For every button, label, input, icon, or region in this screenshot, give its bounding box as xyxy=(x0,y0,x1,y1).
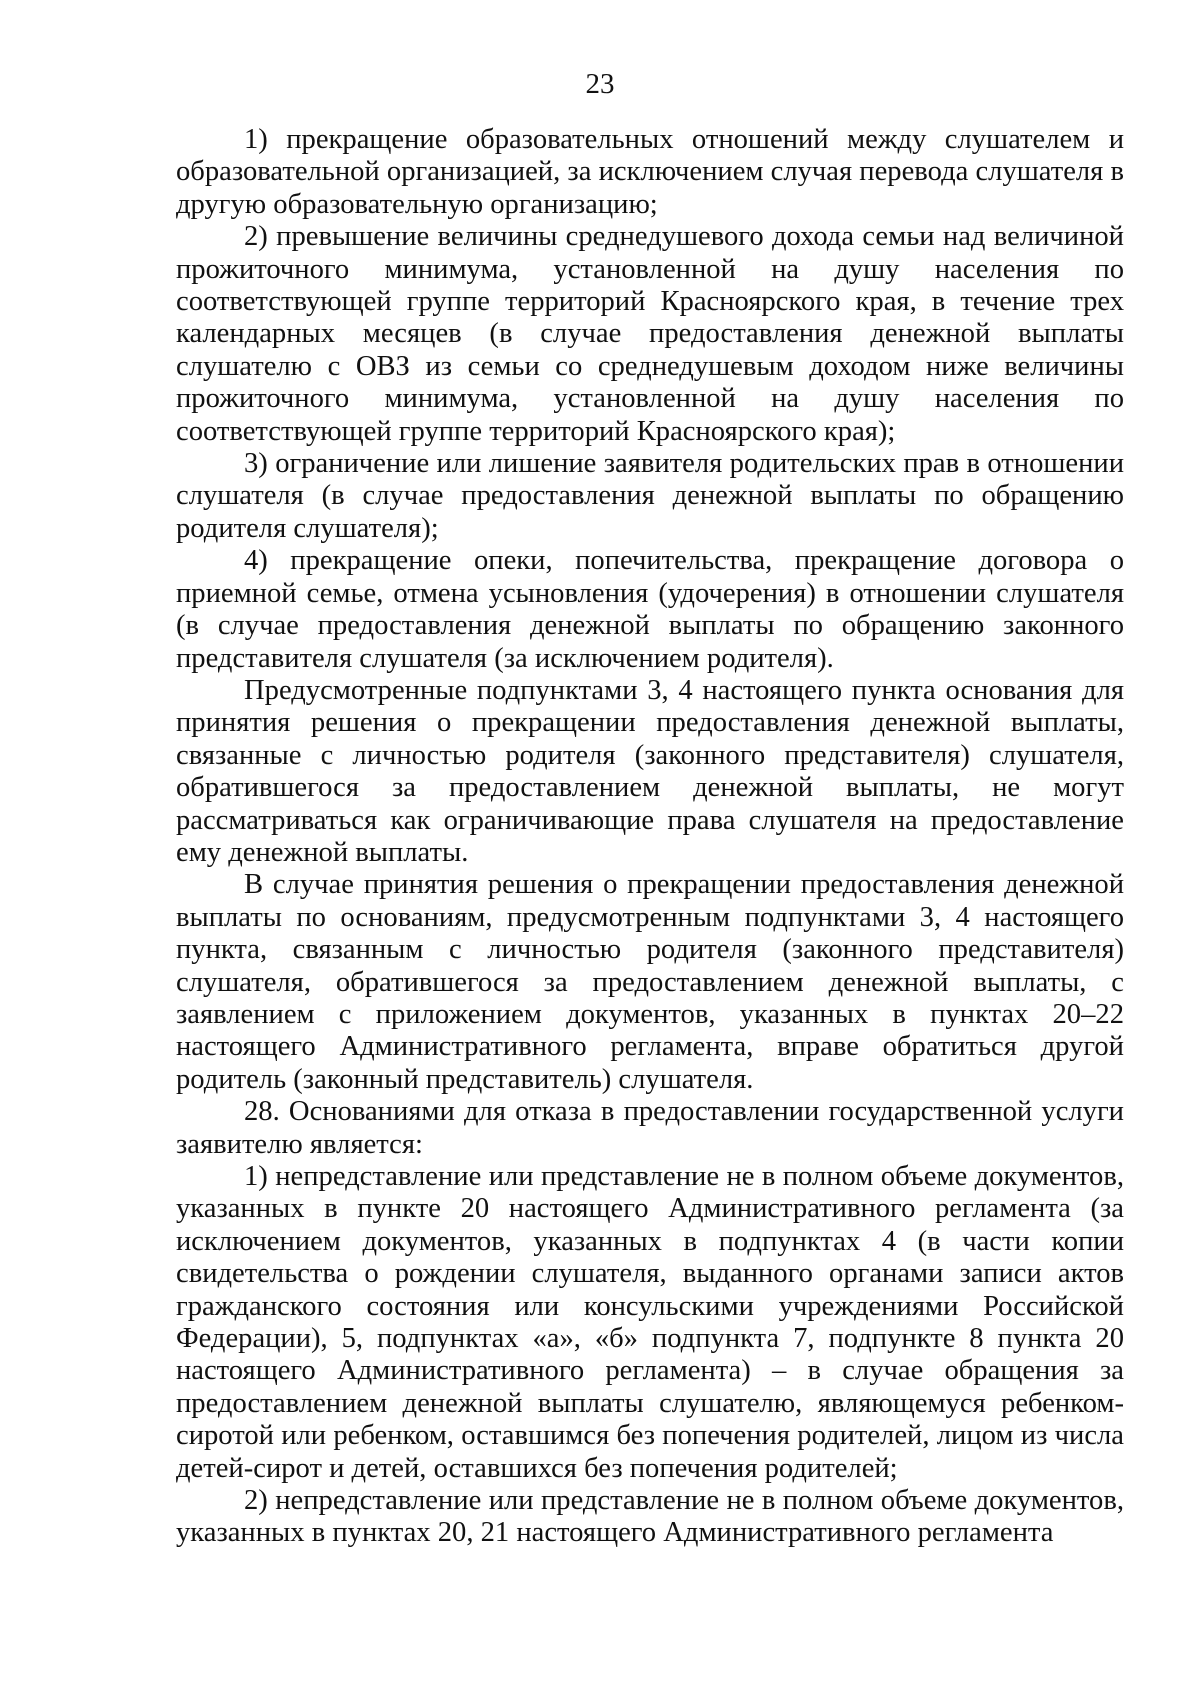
paragraph-note-grounds: Предусмотренные подпунктами 3, 4 настоящего пункта основания для принятия решения о прекращении предоставления денежной выплаты, связанные с личностью родителя (законного представителя) слушателя, обратившегося за предоставлением денежной выплаты, не могут рассматриваться как ограничивающие права слушателя на предоставление ему денежной выплаты. xyxy=(176,674,1124,868)
paragraph-item-2: 2) превышение величины среднедушевого дохода семьи над величиной прожиточного минимума, установленной на душу населения по соответствующей группе территорий Красноярского края, в течение трех календарных месяцев (в случае предоставления денежной выплаты слушателю с ОВЗ из семьи со среднедушевым доходом ниже величины прожиточного минимума, установленной на душу населения по соответствующей группе территорий Красноярского края); xyxy=(176,221,1124,447)
paragraph-item-3: 3) ограничение или лишение заявителя родительских прав в отношении слушателя (в случае предоставления денежной выплаты по обращению родителя слушателя); xyxy=(176,448,1124,544)
paragraph-section-28: 28. Основаниями для отказа в предоставлении государственной услуги заявителю является: xyxy=(176,1096,1124,1160)
paragraph-note-other-parent: В случае принятия решения о прекращении предоставления денежной выплаты по основаниям, предусмотренным подпунктами 3, 4 настоящего пункта, связанным с личностью родителя (законного представителя) слушателя, обратившегося за предоставлением денежной выплаты, с заявлением с приложением документов, указанных в пунктах 20–22 настоящего Административного регламента, вправе обратиться другой родитель (законный представитель) слушателя. xyxy=(176,869,1124,1095)
paragraph-refusal-2: 2) непредставление или представление не в полном объеме документов, указанных в пунктах 20, 21 настоящего Административного регламента xyxy=(176,1485,1124,1549)
paragraph-item-4: 4) прекращение опеки, попечительства, прекращение договора о приемной семье, отмена усыновления (удочерения) в отношении слушателя (в случае предоставления денежной выплаты по обращению законного представителя слушателя (за исключением родителя). xyxy=(176,545,1124,674)
paragraph-refusal-1: 1) непредставление или представление не в полном объеме документов, указанных в пункте 20 настоящего Административного регламента (за исключением документов, указанных в подпунктах 4 (в части копии свидетельства о рождении слушателя, выданного органами записи актов гражданского состояния или консульскими учреждениями Российской Федерации), 5, подпунктах «а», «б» подпункта 7, подпункте 8 пункта 20 настоящего Административного регламента) – в случае обращения за предоставлением денежной выплаты слушателю, являющемуся ребенком-сиротой или ребенком, оставшимся без попечения родителей, лицом из числа детей-сирот и детей, оставшихся без попечения родителей; xyxy=(176,1161,1124,1484)
page-number: 23 xyxy=(585,68,615,100)
document-body xyxy=(176,124,1124,1550)
paragraph-item-1: 1) прекращение образовательных отношений между слушателем и образовательной организацией, за исключением случая перевода слушателя в другую образовательную организацию; xyxy=(176,124,1124,220)
